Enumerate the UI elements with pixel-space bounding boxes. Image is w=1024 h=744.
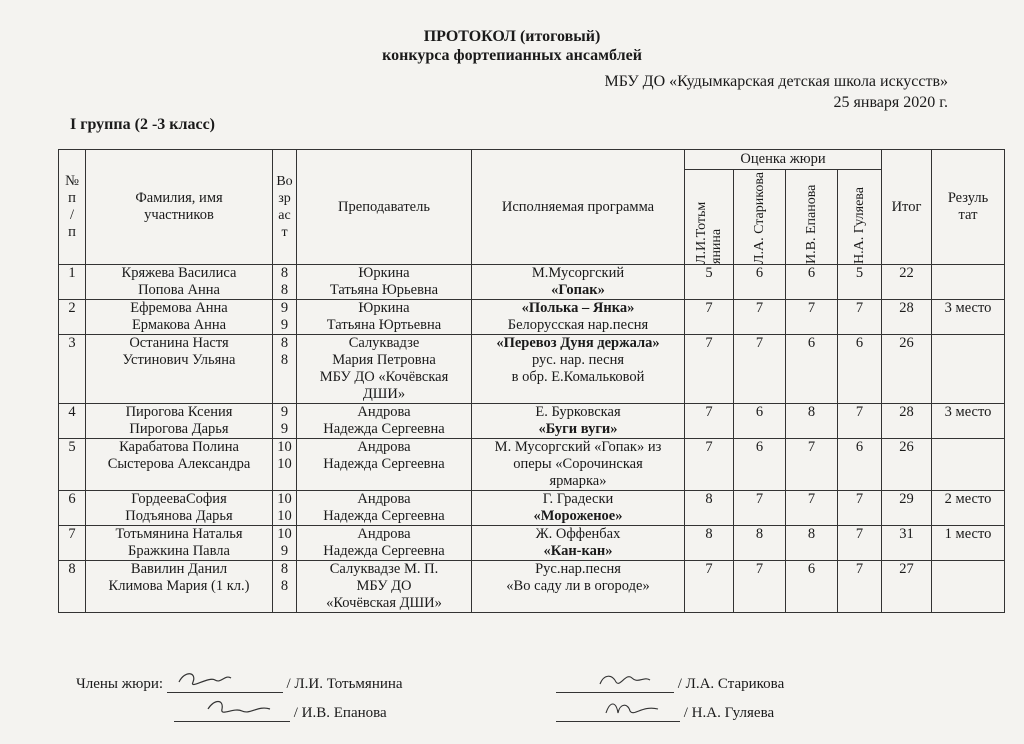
program: М. Мусоргский «Гопак» из оперы «Сорочинская ярмарка» [472,439,685,491]
teacher-name: Андрова Надежда Сергеевна [297,439,472,491]
table-row [59,491,1005,526]
signature-line [556,676,674,693]
judge-score-1: 7 [685,300,734,335]
result-place: 3 место [932,404,1005,439]
header-teacher: Преподаватель [297,150,472,265]
participant-names: ГордееваСофия Подъянова Дарья [86,491,273,526]
signature-scribble-icon [596,668,656,692]
judge-score-4: 7 [838,561,882,613]
judge-score-1: 7 [685,404,734,439]
program: Г. Градески «Мороженое» [472,491,685,526]
result-place: 1 место [932,526,1005,561]
participant-names: Ефремова Анна Ермакова Анна [86,300,273,335]
row-number: 3 [59,335,86,404]
row-number: 8 [59,561,86,613]
participant-ages: 8 8 [273,335,297,404]
judge-score-2: 8 [734,526,786,561]
header-number: № п / п [59,150,86,265]
row-number: 4 [59,404,86,439]
signature-scribble-icon [204,697,274,721]
program: Ж. Оффенбах «Кан-кан» [472,526,685,561]
judge-score-2: 7 [734,335,786,404]
judge-score-4: 7 [838,491,882,526]
total-score: 29 [882,491,932,526]
judge-score-3: 6 [786,561,838,613]
result-place [932,265,1005,300]
header-jury-score: Оценка жюри [685,150,882,170]
jury-signature-2 [556,675,784,693]
jury-member-name: / Л.И. Тотьмянина [286,676,403,692]
signature-line [174,705,290,722]
total-score: 22 [882,265,932,300]
judge-score-4: 7 [838,300,882,335]
table-row [59,265,1005,300]
participant-names: Пирогова Ксения Пирогова Дарья [86,404,273,439]
teacher-name: Андрова Надежда Сергеевна [297,491,472,526]
judge-score-1: 8 [685,526,734,561]
row-number: 6 [59,491,86,526]
judge-score-2: 6 [734,265,786,300]
table-row [59,526,1005,561]
jury-signature-3 [174,704,387,722]
judge-score-4: 7 [838,526,882,561]
table-row [59,404,1005,439]
result-place: 3 место [932,300,1005,335]
participant-names: Карабатова Полина Сыстерова Александра [86,439,273,491]
judge-score-4: 6 [838,439,882,491]
teacher-name: Юркина Татьяна Юртьевна [297,300,472,335]
judge-score-3: 8 [786,404,838,439]
result-place [932,439,1005,491]
signature-scribble-icon [175,668,235,692]
table-row [59,561,1005,613]
table-row [59,300,1005,335]
program: Рус.нар.песня «Во саду ли в огороде» [472,561,685,613]
jury-member-name: / Л.А. Старикова [677,676,785,692]
result-place [932,335,1005,404]
jury-signature-1 [76,675,403,693]
jury-member-name: / И.В. Епанова [293,705,387,721]
judge-score-2: 6 [734,404,786,439]
jury-label: Члены жюри: [76,676,164,692]
teacher-name: Салуквадзе М. П. МБУ ДО «Кочёвская ДШИ» [297,561,472,613]
judge-score-3: 7 [786,300,838,335]
program: «Перевоз Дуня держала» рус. нар. песня в обр. Е.Комальковой [472,335,685,404]
judge-score-1: 7 [685,335,734,404]
participant-ages: 10 10 [273,491,297,526]
total-score: 28 [882,404,932,439]
header-age: Во зр ас т [273,150,297,265]
participant-ages: 9 9 [273,404,297,439]
header-result: Резуль тат [932,150,1005,265]
judge-score-2: 7 [734,300,786,335]
participant-ages: 10 10 [273,439,297,491]
table-row [59,439,1005,491]
table-body [59,265,1005,613]
header-total: Итог [882,150,932,265]
total-score: 28 [882,300,932,335]
program: Е. Бурковская «Буги вуги» [472,404,685,439]
signature-scribble-icon [602,697,662,721]
row-number: 1 [59,265,86,300]
judge-score-3: 7 [786,439,838,491]
row-number: 2 [59,300,86,335]
header-program: Исполняемая программа [472,150,685,265]
document-date: 25 января 2020 г. [833,94,948,111]
teacher-name: Юркина Татьяна Юрьевна [297,265,472,300]
judge-score-2: 7 [734,491,786,526]
judge-score-3: 6 [786,335,838,404]
judge-score-4: 6 [838,335,882,404]
document-subtitle: конкурса фортепианных ансамблей [382,47,642,64]
participant-ages: 10 9 [273,526,297,561]
jury-member-name: / Н.А. Гуляева [683,705,775,721]
header-judge-2: Л.А. Старикова [734,170,786,265]
participant-ages: 8 8 [273,265,297,300]
header-participants: Фамилия, имя участников [86,150,273,265]
teacher-name: Андрова Надежда Сергеевна [297,404,472,439]
judge-score-3: 6 [786,265,838,300]
header-judge-4: Н.А. Гуляева [838,170,882,265]
result-place: 2 место [932,491,1005,526]
table-row [59,335,1005,404]
organization-name: МБУ ДО «Кудымкарская детская школа искусств» [604,73,948,90]
total-score: 31 [882,526,932,561]
document-title: ПРОТОКОЛ (итоговый) [423,28,601,45]
total-score: 26 [882,335,932,404]
judge-score-4: 5 [838,265,882,300]
judge-score-1: 5 [685,265,734,300]
group-heading: I группа (2 -3 класс) [70,116,215,133]
signature-line [556,705,680,722]
participant-ages: 9 9 [273,300,297,335]
teacher-name: Салуквадзе Мария Петровна МБУ ДО «Кочёвская ДШИ» [297,335,472,404]
judge-score-2: 7 [734,561,786,613]
participant-names: Кряжева Василиса Попова Анна [86,265,273,300]
total-score: 27 [882,561,932,613]
header-judge-1: Л.И.Тотьм янина [685,170,734,265]
program: «Полька – Янка» Белорусская нар.песня [472,300,685,335]
row-number: 7 [59,526,86,561]
signature-line [167,676,283,693]
participant-names: Останина Настя Устинович Ульяна [86,335,273,404]
judge-score-3: 8 [786,526,838,561]
result-place [932,561,1005,613]
judge-score-1: 8 [685,491,734,526]
judge-score-4: 7 [838,404,882,439]
teacher-name: Андрова Надежда Сергеевна [297,526,472,561]
judge-score-2: 6 [734,439,786,491]
row-number: 5 [59,439,86,491]
program: М.Мусоргский «Гопак» [472,265,685,300]
results-table [58,149,1005,613]
participant-names: Тотьмянина Наталья Бражкина Павла [86,526,273,561]
judge-score-1: 7 [685,439,734,491]
total-score: 26 [882,439,932,491]
participant-ages: 8 8 [273,561,297,613]
jury-signature-4 [556,704,774,722]
judge-score-3: 7 [786,491,838,526]
header-judge-3: И.В. Епанова [786,170,838,265]
participant-names: Вавилин Данил Климова Мария (1 кл.) [86,561,273,613]
judge-score-1: 7 [685,561,734,613]
